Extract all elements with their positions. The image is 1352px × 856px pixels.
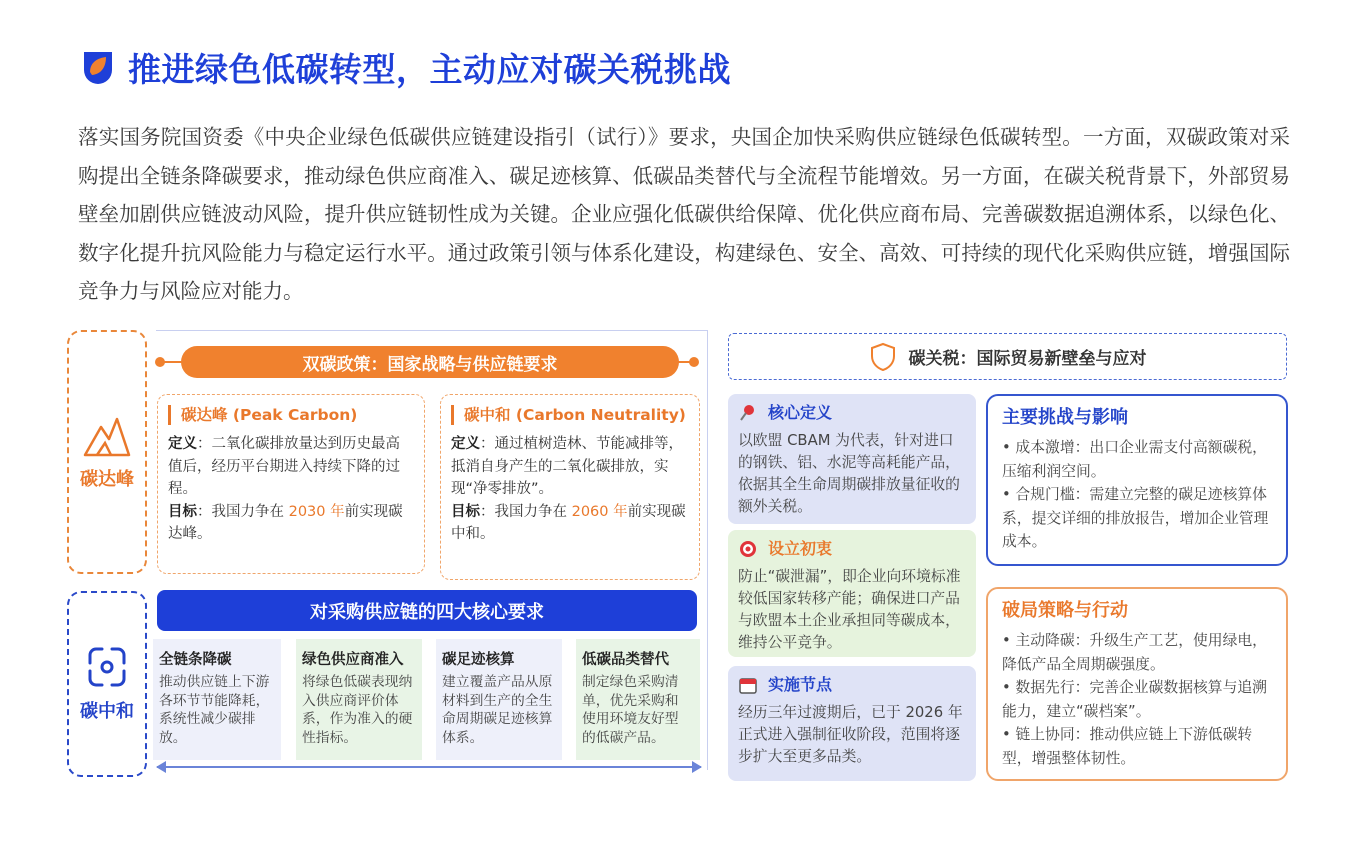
pin-icon bbox=[738, 403, 758, 423]
requirement-card bbox=[436, 639, 562, 760]
strategy-item: • 数据先行：完善企业碳数据核算与追溯能力，建立“碳档案”。 bbox=[1002, 679, 1267, 720]
peak-goal-post: 前实现碳达峰。 bbox=[168, 503, 403, 542]
requirement-title: 碳足迹核算 bbox=[442, 652, 515, 668]
neutral-def-label: 定义 bbox=[451, 436, 480, 452]
purpose-box bbox=[728, 530, 976, 657]
arrow-right-icon bbox=[692, 761, 702, 773]
requirement-text: 将绿色低碳表现纳入供应商评价体系，作为准入的硬性指标。 bbox=[302, 674, 413, 746]
carbon-neutral-card bbox=[440, 394, 700, 580]
requirement-card bbox=[576, 639, 700, 760]
purpose-text: 防止“碳泄漏”，即企业向环境标准较低国家转移产能；确保进口产品与欧盟本土企业承担同等碳成本，维持公平竞争。 bbox=[738, 568, 961, 651]
peak-goal-label: 目标 bbox=[168, 503, 197, 520]
neutral-def-text: ：通过植树造林、节能减排等，抵消自身产生的二氧化碳排放，实现“净零排放”。 bbox=[451, 436, 683, 497]
intro-paragraph: 落实国务院国资委《中央企业绿色低碳供应链建设指引（试行）》要求，央国企加快采购供应链绿色低碳转型。一方面，双碳政策对采购提出全链条降碳要求，推动绿色供应商准入、碳足迹核算、低碳品类替代与全流程节能增效。另一方面，在碳关税背景下，外部贸易壁垒加剧供应链波动风险，提升供应链韧性成为关键。企业应强化低碳供给保障、优化供应商布局、完善碳数据追溯体系，以绿色化、数字化提升抗风险能力与稳定运行水平。通过政策引领与体系化建设，构建绿色、安全、高效、可持续的现代化采购供应链，增强国际竞争力与风险应对能力。 bbox=[78, 125, 1290, 304]
carbon-tariff-header bbox=[728, 333, 1287, 380]
policy-pill: 双碳政策：国家战略与供应链要求 bbox=[181, 346, 679, 378]
peak-def-text: ：二氧化碳排放量达到历史最高值后，经历平台期进入持续下降的过程。 bbox=[168, 436, 400, 497]
peak-carbon-card bbox=[157, 394, 425, 574]
neutral-card-body bbox=[451, 433, 689, 546]
strategy-item: • 主动降碳：升级生产工艺，使用绿电，降低产品全周期碳强度。 bbox=[1002, 632, 1267, 673]
pill-dot-right bbox=[689, 357, 699, 367]
page-title: 推进绿色低碳转型，主动应对碳关税挑战 bbox=[128, 50, 731, 89]
requirement-text: 推动供应链上下游各环节节能降耗，系统性减少碳排放。 bbox=[159, 674, 270, 746]
peak-side-text: 碳达峰 bbox=[80, 469, 134, 490]
target-icon bbox=[738, 539, 758, 559]
double-arrow-line bbox=[157, 766, 701, 768]
neutral-side-label bbox=[67, 591, 147, 777]
challenge-item: • 成本激增：出口企业需支付高额碳税，压缩利润空间。 bbox=[1002, 439, 1267, 480]
peak-card-heading: 碳达峰 (Peak Carbon) bbox=[168, 405, 414, 425]
challenge-item: • 合规门槛：需建立完整的碳足迹核算体系，提交详细的排放报告，增加企业管理成本。 bbox=[1002, 486, 1269, 550]
neutral-goal-label: 目标 bbox=[451, 503, 480, 520]
peak-def-label: 定义 bbox=[168, 436, 197, 452]
requirement-title: 绿色供应商准入 bbox=[302, 652, 404, 668]
purpose-title: 设立初衷 bbox=[768, 539, 833, 558]
neutral-goal-pre: ：我国力争在 bbox=[480, 503, 572, 520]
strategy-item: • 链上协同：推动供应链上下游低碳转型，增强整体韧性。 bbox=[1002, 726, 1253, 767]
left-panel-top-border bbox=[156, 330, 708, 331]
peak-side-label bbox=[67, 330, 147, 574]
carbon-tariff-header-text: 碳关税：国际贸易新壁垒与应对 bbox=[908, 349, 1147, 369]
requirement-title: 全链条降碳 bbox=[159, 652, 232, 668]
left-panel-right-border bbox=[707, 330, 708, 770]
timeline-title: 实施节点 bbox=[768, 675, 833, 694]
timeline-text: 经历三年过渡期后，已于 2026 年正式进入强制征收阶段，范围将逐步扩大至更多品类。 bbox=[738, 704, 963, 765]
core-definition-box bbox=[728, 394, 976, 524]
requirement-text: 制定绿色采购清单，优先采购和使用环境友好型的低碳产品。 bbox=[582, 674, 679, 746]
challenges-title: 主要挑战与影响 bbox=[1002, 407, 1128, 428]
calendar-icon bbox=[738, 675, 758, 695]
neutral-goal-post: 前实现碳中和。 bbox=[451, 503, 686, 542]
requirement-card bbox=[296, 639, 422, 760]
requirement-title: 低碳品类替代 bbox=[582, 652, 669, 668]
strategy-title: 破局策略与行动 bbox=[1002, 600, 1128, 621]
core-definition-title: 核心定义 bbox=[768, 403, 833, 422]
requirement-text: 建立覆盖产品从原材料到生产的全生命周期碳足迹核算体系。 bbox=[442, 674, 553, 746]
mountain-icon bbox=[83, 413, 131, 457]
strategy-card bbox=[986, 587, 1288, 781]
peak-card-body bbox=[168, 433, 414, 546]
pill-dot-left bbox=[155, 357, 165, 367]
neutral-side-text: 碳中和 bbox=[80, 701, 134, 722]
shield-icon bbox=[869, 342, 897, 372]
peak-goal-year: 2030 年 bbox=[288, 503, 345, 520]
peak-goal-pre: ：我国力争在 bbox=[197, 503, 289, 520]
neutral-goal-year: 2060 年 bbox=[571, 503, 628, 520]
challenges-card bbox=[986, 394, 1288, 566]
core-definition-text: 以欧盟 CBAM 为代表，针对进口的钢铁、铝、水泥等高耗能产品，依据其全生命周期碳排放量征收的额外关税。 bbox=[738, 432, 960, 515]
requirements-pill: 对采购供应链的四大核心要求 bbox=[157, 590, 697, 631]
requirement-card bbox=[153, 639, 281, 760]
timeline-box bbox=[728, 666, 976, 781]
cycle-icon bbox=[84, 645, 130, 689]
arrow-left-icon bbox=[156, 761, 166, 773]
neutral-card-heading: 碳中和 (Carbon Neutrality) bbox=[451, 405, 689, 425]
leaf-logo-icon bbox=[80, 48, 116, 86]
